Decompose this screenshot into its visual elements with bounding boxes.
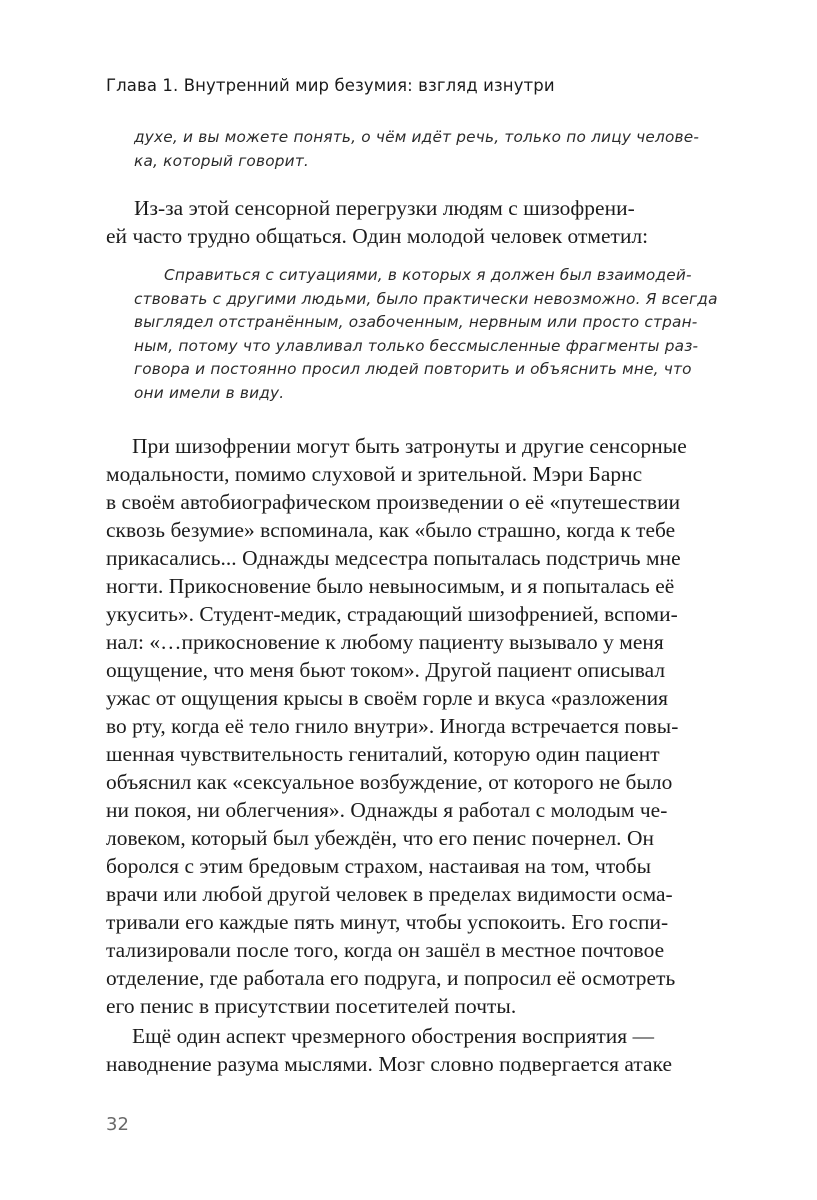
paragraph-line: Ещё один аспект чрезмерного обострения восприятия — bbox=[132, 1024, 655, 1048]
paragraph-line: тривали его каждые пять минут, чтобы успокоить. Его госпи- bbox=[106, 910, 669, 934]
paragraph-line: врачи или любой другой человек в пределах видимости осма- bbox=[106, 882, 673, 906]
paragraph-line: отделение, где работала его подруга, и попросил её осмотреть bbox=[106, 966, 676, 990]
quote-line: ка, который говорит. bbox=[134, 151, 309, 170]
quote-line: они имели в виду. bbox=[134, 383, 285, 402]
paragraph-sensory-overload bbox=[106, 194, 649, 250]
paragraph-line: ловеком, который был убеждён, что его пенис почернел. Он bbox=[106, 826, 654, 850]
paragraph-line: прикасались... Однажды медсестра попыталась подстричь мне bbox=[106, 546, 681, 570]
paragraph-line: укусить». Студент-медик, страдающий шизофренией, вспоми- bbox=[106, 602, 678, 626]
quote-young-man bbox=[134, 264, 718, 405]
paragraph-line: наводнение разума мыслями. Мозг словно подвергается атаке bbox=[106, 1052, 673, 1076]
paragraph-line: объяснил как «сексуальное возбуждение, от которого не было bbox=[106, 770, 673, 794]
page-number: 32 bbox=[106, 1114, 129, 1135]
paragraph-line: его пенис в присутствии посетителей почты. bbox=[106, 994, 517, 1018]
paragraph-line: сквозь безумие» вспоминала, как «было страшно, когда к тебе bbox=[106, 518, 676, 542]
paragraph-line: нал: «…прикосновение к любому пациенту вызывало у меня bbox=[106, 630, 664, 654]
paragraph-line: ужас от ощущения крысы в своём горле и вкуса «разложения bbox=[106, 686, 669, 710]
paragraph-flooding-thoughts bbox=[106, 1022, 672, 1078]
quote-continuation bbox=[134, 126, 714, 173]
quote-line: ным, потому что улавливал только бессмысленные фрагменты раз- bbox=[134, 336, 699, 355]
running-head: Глава 1. Внутренний мир безумия: взгляд изнутри bbox=[106, 76, 555, 95]
paragraph-line: ногти. Прикосновение было невыносимым, и я попыталась её bbox=[106, 574, 675, 598]
quote-line: Справиться с ситуациями, в которых я должен был взаимодей- bbox=[164, 266, 692, 284]
paragraph-line: ощущение, что меня бьют током». Другой пациент описывал bbox=[106, 658, 666, 682]
paragraph-line: При шизофрении могут быть затронуты и другие сенсорные bbox=[132, 434, 687, 458]
paragraph-line: ни покоя, ни облегчения». Однажды я работал с молодым че- bbox=[106, 798, 668, 822]
paragraph-sensory-modalities bbox=[106, 432, 687, 1020]
paragraph-line: модальности, помимо слуховой и зрительной. Мэри Барнс bbox=[106, 462, 643, 486]
quote-line: духе, и вы можете понять, о чём идёт речь, только по лицу челове- bbox=[134, 128, 700, 146]
quote-line: выглядел отстранённым, озабоченным, нервным или просто стран- bbox=[134, 313, 698, 331]
paragraph-line: в своём автобиографическом произведении о её «путешествии bbox=[106, 490, 681, 514]
paragraph-line: ей часто трудно общаться. Один молодой человек отметил: bbox=[106, 224, 649, 248]
paragraph-line: тализировали после того, когда он зашёл в местное почтовое bbox=[106, 938, 665, 962]
paragraph-line: Из-за этой сенсорной перегрузки людям с шизофрени- bbox=[134, 196, 635, 220]
paragraph-line: во рту, когда её тело гнило внутри». Иногда встречается повы- bbox=[106, 714, 679, 738]
paragraph-line: боролся с этим бредовым страхом, настаивая на том, чтобы bbox=[106, 854, 652, 878]
paragraph-line: шенная чувствительность гениталий, которую один пациент bbox=[106, 742, 660, 766]
quote-line: ствовать с другими людьми, было практически невозможно. Я всегда bbox=[134, 289, 718, 308]
quote-line: говора и постоянно просил людей повторить и объяснить мне, что bbox=[134, 360, 692, 378]
